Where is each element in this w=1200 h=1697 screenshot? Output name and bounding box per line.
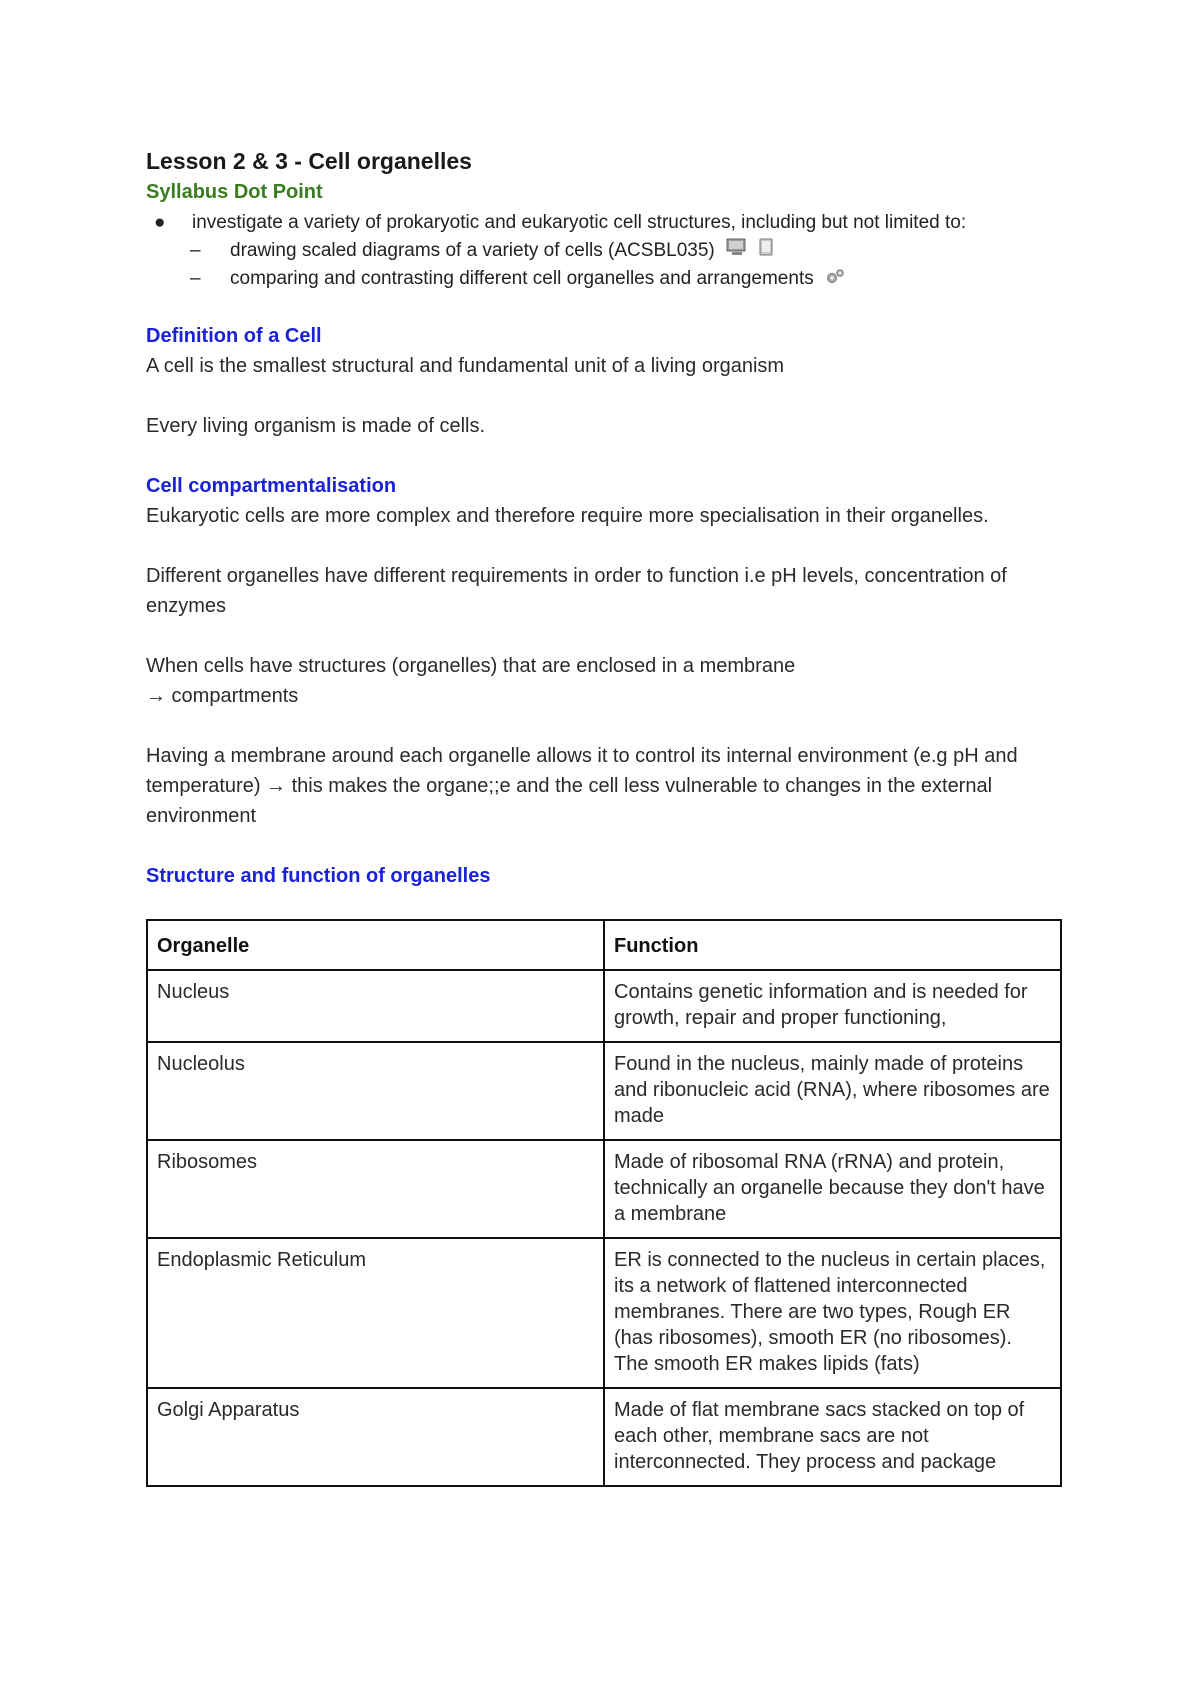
function-cell: Found in the nucleus, mainly made of proteins and ribonucleic acid (RNA), where ribosomes are made xyxy=(604,1042,1061,1140)
column-header: Organelle xyxy=(147,920,604,970)
compartmentalisation-paragraph xyxy=(146,651,1062,711)
syllabus-sub-item xyxy=(146,237,1062,265)
function-cell: Made of flat membrane sacs stacked on top of each other, membrane sacs are not interconnected. They process and package xyxy=(604,1388,1061,1486)
compartmentalisation-paragraph: Eukaryotic cells are more complex and therefore require more specialisation in their organelles. xyxy=(146,505,989,528)
paragraph-line: → compartments xyxy=(146,685,299,708)
syllabus-bullet-text: investigate a variety of prokaryotic and eukaryotic cell structures, including but not limited to: xyxy=(192,212,967,233)
page-title: Lesson 2 & 3 - Cell organelles xyxy=(146,148,472,174)
organelle-cell: Nucleus xyxy=(147,970,604,1042)
computer-icon xyxy=(726,237,748,265)
table-header-row xyxy=(147,920,1061,970)
function-cell: Contains genetic information and is needed for growth, repair and proper functioning, xyxy=(604,970,1061,1042)
table-row xyxy=(147,1042,1061,1140)
definition-heading: Definition of a Cell xyxy=(146,325,322,348)
bullet-marker: ● xyxy=(154,212,166,233)
organelle-cell: Endoplasmic Reticulum xyxy=(147,1238,604,1388)
table-row xyxy=(147,1140,1061,1238)
syllabus-sub-item xyxy=(146,265,1062,293)
function-cell: ER is connected to the nucleus in certain places, its a network of flattened interconnected membranes. There are two types, Rough ER (has ribosomes), smooth ER (no ribosomes). The smooth ER makes lipids (fats) xyxy=(604,1238,1061,1388)
table-row xyxy=(147,1238,1061,1388)
table-row xyxy=(147,970,1061,1042)
function-cell: Made of ribosomal RNA (rRNA) and protein, technically an organelle because they don't have a membrane xyxy=(604,1140,1061,1238)
syllabus-bullet xyxy=(146,209,1062,237)
definition-text: Every living organism is made of cells. xyxy=(146,415,486,438)
syllabus-list xyxy=(146,209,1062,293)
compartmentalisation-heading: Cell compartmentalisation xyxy=(146,475,397,498)
organelle-cell: Ribosomes xyxy=(147,1140,604,1238)
document-page xyxy=(146,145,1062,1487)
compartmentalisation-paragraph: Different organelles have different requirements in order to function i.e pH levels, concentration of enzymes xyxy=(146,565,1007,618)
organelle-cell: Nucleolus xyxy=(147,1042,604,1140)
column-header: Function xyxy=(604,920,1061,970)
organelle-cell: Golgi Apparatus xyxy=(147,1388,604,1486)
structure-heading: Structure and function of organelles xyxy=(146,865,491,888)
tablet-icon xyxy=(759,237,773,265)
syllabus-sub-item-text: comparing and contrasting different cell organelles and arrangements xyxy=(230,268,814,290)
syllabus-sub-item-text: drawing scaled diagrams of a variety of cells (ACSBL035) xyxy=(230,240,715,262)
compartmentalisation-paragraph: Having a membrane around each organelle allows it to control its internal environment (e.g pH and temperature) → this makes the organe;;e and the cell less vulnerable to changes in the external environment xyxy=(146,745,1018,828)
paragraph-line: When cells have structures (organelles) that are enclosed in a membrane xyxy=(146,655,796,678)
definition-text: A cell is the smallest structural and fundamental unit of a living organism xyxy=(146,355,785,378)
syllabus-heading: Syllabus Dot Point xyxy=(146,181,323,203)
dash-marker: – xyxy=(190,268,201,290)
gears-icon xyxy=(825,265,845,293)
table-row xyxy=(147,1388,1061,1486)
dash-marker: – xyxy=(190,240,201,261)
organelles-table xyxy=(146,919,1062,1487)
